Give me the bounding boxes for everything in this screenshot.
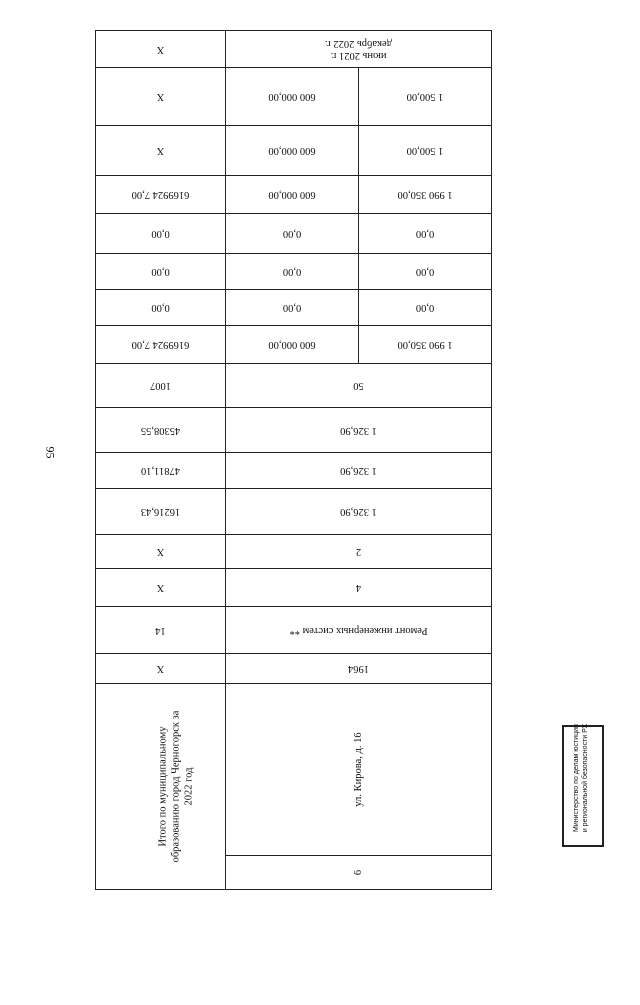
table-cell xyxy=(226,408,492,453)
table-cell xyxy=(96,569,226,607)
table-cell xyxy=(226,489,492,535)
table-cell xyxy=(359,254,492,290)
cell-text: X xyxy=(156,91,165,102)
table-cell xyxy=(226,364,492,408)
cell-text: 1964 xyxy=(348,663,370,674)
table-row xyxy=(96,408,492,453)
summary-row xyxy=(96,684,492,856)
cell-text: 50 xyxy=(353,380,364,391)
table-cell xyxy=(96,290,226,326)
cell-text: 14 xyxy=(155,624,166,636)
table-cell xyxy=(226,326,359,364)
table-row xyxy=(96,126,492,176)
cell-text: 600 000,00 xyxy=(268,91,316,102)
table-cell xyxy=(96,408,226,453)
table-row xyxy=(96,607,492,654)
table-row xyxy=(96,535,492,569)
cell-text: 1 500,00 xyxy=(406,91,444,102)
table-cell xyxy=(226,31,492,68)
table-row xyxy=(96,364,492,408)
table-cell xyxy=(226,535,492,569)
table-cell xyxy=(96,176,226,214)
cell-text: 600 000,00 xyxy=(268,145,316,156)
table-row xyxy=(96,68,492,126)
table-row xyxy=(96,569,492,607)
cell-text: 1 326,90 xyxy=(340,424,377,436)
number-text: 6 xyxy=(353,869,365,876)
cell-text: июнь 2021 г. декабрь 2022 г. xyxy=(325,38,392,61)
table-row xyxy=(96,214,492,254)
cell-text: 0,00 xyxy=(151,266,170,277)
table-cell xyxy=(359,176,492,214)
cell-text: 16216,43 xyxy=(140,506,181,517)
cell-text: 1007 xyxy=(150,380,171,391)
cell-text: 1 990 350,00 xyxy=(397,339,453,350)
number-cell xyxy=(226,856,492,890)
cell-text: X xyxy=(156,663,165,674)
table-cell xyxy=(226,290,359,326)
cell-text: 6169924 7,00 xyxy=(131,339,190,350)
cell-text: 0,00 xyxy=(151,302,170,313)
table-row xyxy=(96,176,492,214)
cell-text: 0,00 xyxy=(282,228,302,239)
table-cell xyxy=(96,326,226,364)
table-cell xyxy=(96,654,226,684)
table-cell xyxy=(96,126,226,176)
cell-text: X xyxy=(156,546,165,557)
summary-label: Итого по муниципальному образованию город Черногорск за 2022 год xyxy=(157,710,195,863)
cell-text: Ремонт инженерных систем ** xyxy=(289,624,428,636)
cell-text: X xyxy=(156,43,165,55)
table-cell xyxy=(226,569,492,607)
table-row xyxy=(96,489,492,535)
table-cell xyxy=(96,254,226,290)
table-cell xyxy=(359,68,492,126)
cell-text: X xyxy=(156,145,165,156)
table-cell xyxy=(96,607,226,654)
table-cell xyxy=(226,126,359,176)
cell-text: 45308,55 xyxy=(140,424,181,436)
table-cell xyxy=(96,364,226,408)
table-cell xyxy=(96,31,226,68)
cell-text: 0,00 xyxy=(282,266,302,277)
cell-text: 0,00 xyxy=(282,302,302,313)
summary-label-cell xyxy=(96,684,226,890)
budget-table xyxy=(95,30,492,890)
cell-text: 1 326,90 xyxy=(340,465,377,476)
table-cell xyxy=(96,68,226,126)
table-cell xyxy=(359,290,492,326)
stamp-text: Министерство по делам юстиции и региональной безопасности РХ xyxy=(573,723,589,833)
cell-text: 600 000,00 xyxy=(268,189,316,200)
cell-text: 1 500,00 xyxy=(406,145,444,156)
cell-text: 600 000,00 xyxy=(268,339,316,350)
cell-text: 4 xyxy=(355,582,362,593)
cell-text: 0,00 xyxy=(151,228,170,239)
table-cell xyxy=(96,489,226,535)
cell-text: 2 xyxy=(355,546,362,557)
cell-text: 6169924 7,00 xyxy=(131,189,190,200)
table-cell xyxy=(96,214,226,254)
table-row xyxy=(96,453,492,489)
cell-text: 0,00 xyxy=(415,266,435,277)
table-row xyxy=(96,654,492,684)
table-cell xyxy=(359,214,492,254)
ministry-stamp xyxy=(562,725,604,847)
table-cell xyxy=(226,68,359,126)
table-cell xyxy=(226,176,359,214)
table-row xyxy=(96,31,492,68)
page-number: 95 xyxy=(43,446,58,459)
cell-text: 1 326,90 xyxy=(340,506,377,517)
cell-text: 1 990 350,00 xyxy=(397,189,453,200)
cell-text: X xyxy=(156,582,165,593)
cell-text: 0,00 xyxy=(415,302,435,313)
table-cell xyxy=(359,326,492,364)
cell-text: 47811,10 xyxy=(141,465,180,476)
table-cell xyxy=(226,214,359,254)
table-cell xyxy=(359,126,492,176)
table-cell xyxy=(96,535,226,569)
table-row xyxy=(96,326,492,364)
table-cell xyxy=(226,254,359,290)
table-cell xyxy=(226,453,492,489)
address-text: ул. Кирова, д. 16 xyxy=(353,732,365,807)
table-row xyxy=(96,290,492,326)
table-row xyxy=(96,254,492,290)
table-cell xyxy=(96,453,226,489)
cell-text: 0,00 xyxy=(415,228,435,239)
